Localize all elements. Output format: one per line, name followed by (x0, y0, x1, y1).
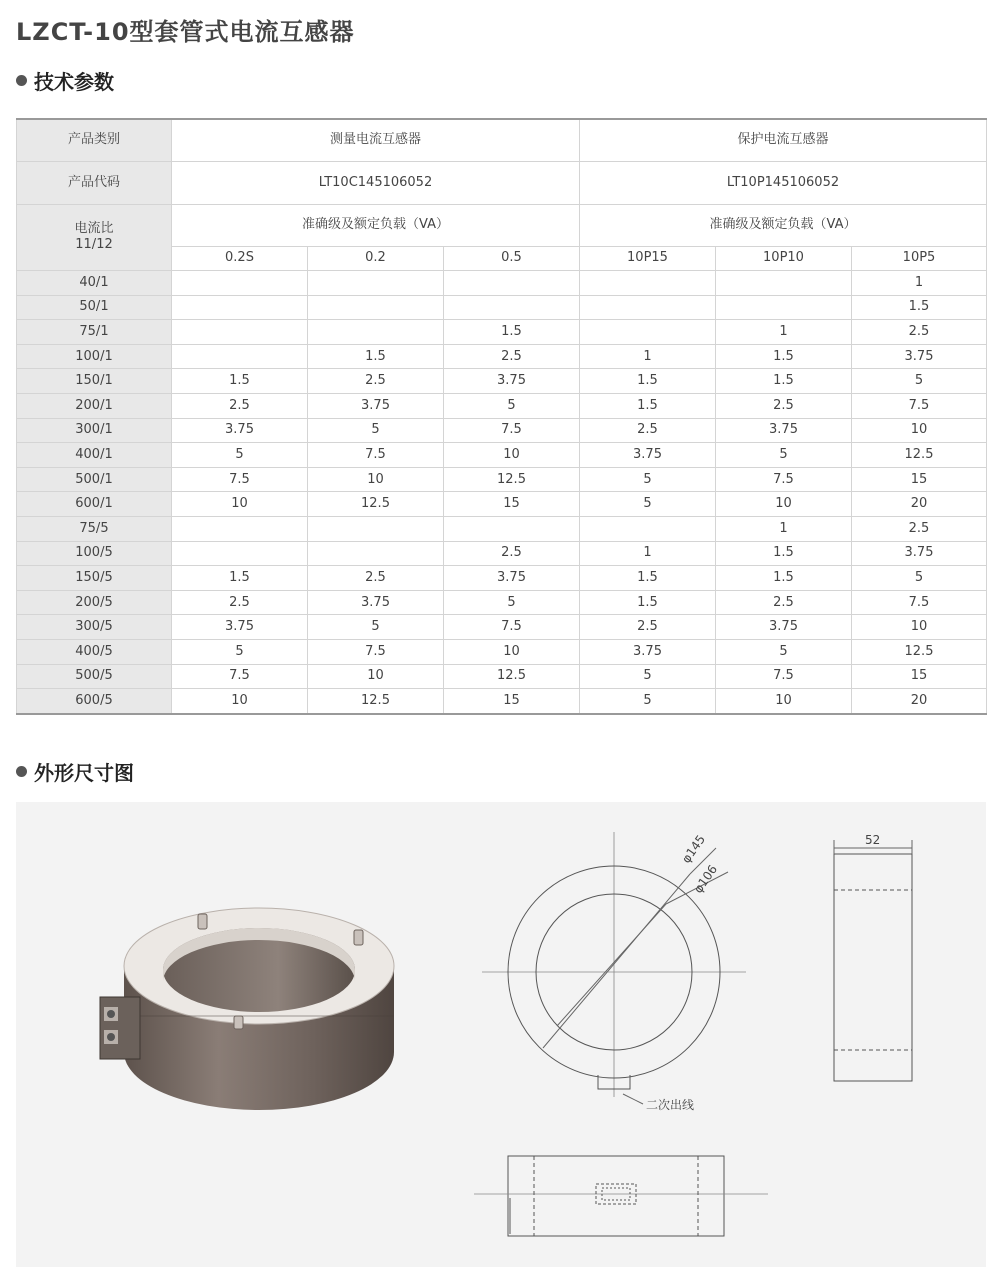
spec-table (16, 118, 987, 715)
value-cell: 3.75 (580, 640, 716, 665)
value-cell (580, 271, 716, 296)
value-cell: 1.5 (308, 344, 444, 369)
value-cell: 12.5 (308, 689, 444, 714)
side-view-drawing (834, 840, 912, 1081)
table-row (17, 517, 987, 542)
bullet-icon (16, 766, 27, 777)
value-cell: 1.5 (716, 369, 852, 394)
ratio-cell: 50/1 (17, 295, 172, 320)
ratio-cell: 40/1 (17, 271, 172, 296)
ratio-cell: 600/5 (17, 689, 172, 714)
value-cell: 10 (716, 492, 852, 517)
value-cell: 2.5 (444, 541, 580, 566)
value-cell: 3.75 (852, 541, 987, 566)
value-cell: 3.75 (716, 615, 852, 640)
table-row (17, 295, 987, 320)
value-cell (172, 541, 308, 566)
class-header-cell: 10P10 (716, 246, 852, 271)
value-cell: 7.5 (852, 394, 987, 419)
ratio-cell: 500/5 (17, 664, 172, 689)
value-cell: 2.5 (716, 394, 852, 419)
class-header-cell: 0.5 (444, 246, 580, 271)
protection-code: LT10P145106052 (580, 161, 987, 204)
section-dimensions-label: 外形尺寸图 (34, 761, 134, 785)
table-row (17, 541, 987, 566)
value-cell: 5 (580, 689, 716, 714)
class-header-cell: 10P5 (852, 246, 987, 271)
value-cell (172, 295, 308, 320)
ratio-cell: 300/1 (17, 418, 172, 443)
value-cell: 12.5 (852, 640, 987, 665)
value-cell: 3.75 (580, 443, 716, 468)
protection-name: 保护电流互感器 (580, 119, 987, 161)
ratio-cell: 75/5 (17, 517, 172, 542)
table-row (17, 418, 987, 443)
value-cell: 5 (580, 492, 716, 517)
value-cell: 5 (716, 443, 852, 468)
value-cell (580, 295, 716, 320)
table-row (17, 640, 987, 665)
value-cell: 5 (172, 640, 308, 665)
inner-diameter-label: φ106 (690, 862, 721, 896)
protection-accuracy-header: 准确级及额定负载（VA） (580, 204, 987, 246)
value-cell (308, 320, 444, 345)
value-cell: 12.5 (308, 492, 444, 517)
value-cell (308, 541, 444, 566)
value-cell: 5 (308, 418, 444, 443)
table-row (17, 443, 987, 468)
table-row (17, 492, 987, 517)
value-cell: 2.5 (580, 615, 716, 640)
table-row (17, 566, 987, 591)
value-cell: 1.5 (172, 369, 308, 394)
value-cell: 1.5 (716, 566, 852, 591)
value-cell: 10 (308, 664, 444, 689)
value-cell: 1.5 (580, 369, 716, 394)
value-cell: 1.5 (852, 295, 987, 320)
label-code: 产品代码 (17, 161, 172, 204)
section-dimensions-heading (16, 757, 134, 786)
value-cell: 3.75 (172, 418, 308, 443)
ratio-cell: 200/1 (17, 394, 172, 419)
value-cell: 10 (716, 689, 852, 714)
value-cell: 3.75 (308, 590, 444, 615)
value-cell (716, 271, 852, 296)
value-cell (172, 271, 308, 296)
class-header-cell: 10P15 (580, 246, 716, 271)
value-cell: 5 (308, 615, 444, 640)
table-row (17, 467, 987, 492)
value-cell: 7.5 (172, 664, 308, 689)
value-cell: 12.5 (444, 664, 580, 689)
value-cell (580, 517, 716, 542)
value-cell: 15 (444, 492, 580, 517)
value-cell: 7.5 (172, 467, 308, 492)
value-cell: 7.5 (444, 418, 580, 443)
table-row (17, 590, 987, 615)
value-cell: 2.5 (172, 394, 308, 419)
bottom-view-drawing (474, 1156, 768, 1236)
bullet-icon (16, 75, 27, 86)
value-cell (444, 271, 580, 296)
ratio-cell: 600/1 (17, 492, 172, 517)
value-cell: 7.5 (716, 664, 852, 689)
value-cell: 5 (716, 640, 852, 665)
value-cell: 1.5 (716, 541, 852, 566)
value-cell: 10 (852, 615, 987, 640)
label-ratio (17, 204, 172, 271)
table-row (17, 344, 987, 369)
value-cell: 3.75 (716, 418, 852, 443)
value-cell: 5 (852, 369, 987, 394)
value-cell: 1.5 (580, 590, 716, 615)
value-cell: 1 (852, 271, 987, 296)
value-cell: 10 (308, 467, 444, 492)
value-cell (716, 295, 852, 320)
label-ratio-line1: 电流比 (74, 221, 114, 237)
value-cell: 12.5 (444, 467, 580, 492)
table-row (17, 664, 987, 689)
value-cell: 5 (444, 394, 580, 419)
value-cell: 2.5 (308, 566, 444, 591)
value-cell: 1 (580, 344, 716, 369)
value-cell (172, 517, 308, 542)
value-cell: 10 (172, 492, 308, 517)
class-header-cell: 0.2 (308, 246, 444, 271)
ratio-cell: 400/1 (17, 443, 172, 468)
value-cell: 10 (172, 689, 308, 714)
value-cell: 3.75 (308, 394, 444, 419)
ratio-cell: 500/1 (17, 467, 172, 492)
value-cell: 2.5 (852, 320, 987, 345)
value-cell: 2.5 (716, 590, 852, 615)
measuring-code: LT10C145106052 (172, 161, 580, 204)
table-row (17, 369, 987, 394)
value-cell: 1.5 (444, 320, 580, 345)
table-row (17, 320, 987, 345)
value-cell (172, 320, 308, 345)
value-cell: 7.5 (716, 467, 852, 492)
label-ratio-line2: 11/12 (75, 237, 113, 253)
label-category: 产品类别 (17, 119, 172, 161)
value-cell: 3.75 (444, 369, 580, 394)
value-cell (308, 517, 444, 542)
dimension-figure-panel (16, 802, 986, 1267)
ratio-cell: 75/1 (17, 320, 172, 345)
class-header-cell: 0.2S (172, 246, 308, 271)
value-cell (444, 517, 580, 542)
value-cell: 1 (580, 541, 716, 566)
value-cell: 15 (852, 467, 987, 492)
table-row (17, 689, 987, 714)
value-cell: 7.5 (308, 640, 444, 665)
value-cell: 3.75 (444, 566, 580, 591)
value-cell: 1 (716, 320, 852, 345)
value-cell: 5 (580, 664, 716, 689)
value-cell (444, 295, 580, 320)
table-row (17, 615, 987, 640)
transformer-photo (100, 908, 394, 1110)
value-cell: 5 (852, 566, 987, 591)
value-cell: 20 (852, 492, 987, 517)
table-row (17, 271, 987, 296)
value-cell: 7.5 (308, 443, 444, 468)
value-cell (172, 344, 308, 369)
value-cell: 7.5 (852, 590, 987, 615)
value-cell (580, 320, 716, 345)
value-cell: 5 (172, 443, 308, 468)
value-cell: 1.5 (172, 566, 308, 591)
value-cell: 10 (444, 640, 580, 665)
measuring-name: 测量电流互感器 (172, 119, 580, 161)
ratio-cell: 150/1 (17, 369, 172, 394)
value-cell: 2.5 (172, 590, 308, 615)
value-cell: 10 (444, 443, 580, 468)
page-title: LZCT-10型套管式电流互感器 (16, 18, 355, 46)
value-cell: 20 (852, 689, 987, 714)
ratio-cell: 300/5 (17, 615, 172, 640)
ratio-cell: 200/5 (17, 590, 172, 615)
table-row (17, 394, 987, 419)
value-cell: 1.5 (580, 394, 716, 419)
value-cell: 15 (852, 664, 987, 689)
measuring-accuracy-header: 准确级及额定负载（VA） (172, 204, 580, 246)
value-cell: 1.5 (580, 566, 716, 591)
outer-diameter-label: φ145 (678, 832, 709, 866)
value-cell (308, 295, 444, 320)
width-label: 52 (865, 833, 881, 847)
ratio-cell: 400/5 (17, 640, 172, 665)
value-cell: 1 (716, 517, 852, 542)
value-cell: 2.5 (444, 344, 580, 369)
value-cell: 15 (444, 689, 580, 714)
secondary-outlet-label: 二次出线 (646, 1098, 695, 1112)
value-cell: 3.75 (172, 615, 308, 640)
ratio-cell: 100/1 (17, 344, 172, 369)
section-specs-label: 技术参数 (34, 70, 114, 94)
value-cell: 5 (444, 590, 580, 615)
value-cell: 2.5 (852, 517, 987, 542)
value-cell: 3.75 (852, 344, 987, 369)
value-cell: 5 (580, 467, 716, 492)
value-cell: 12.5 (852, 443, 987, 468)
value-cell: 7.5 (444, 615, 580, 640)
dimension-drawing (16, 802, 986, 1267)
section-specs-heading (16, 66, 114, 95)
ratio-cell: 100/5 (17, 541, 172, 566)
value-cell: 10 (852, 418, 987, 443)
value-cell (308, 271, 444, 296)
ratio-cell: 150/5 (17, 566, 172, 591)
value-cell: 2.5 (580, 418, 716, 443)
value-cell: 1.5 (716, 344, 852, 369)
value-cell: 2.5 (308, 369, 444, 394)
